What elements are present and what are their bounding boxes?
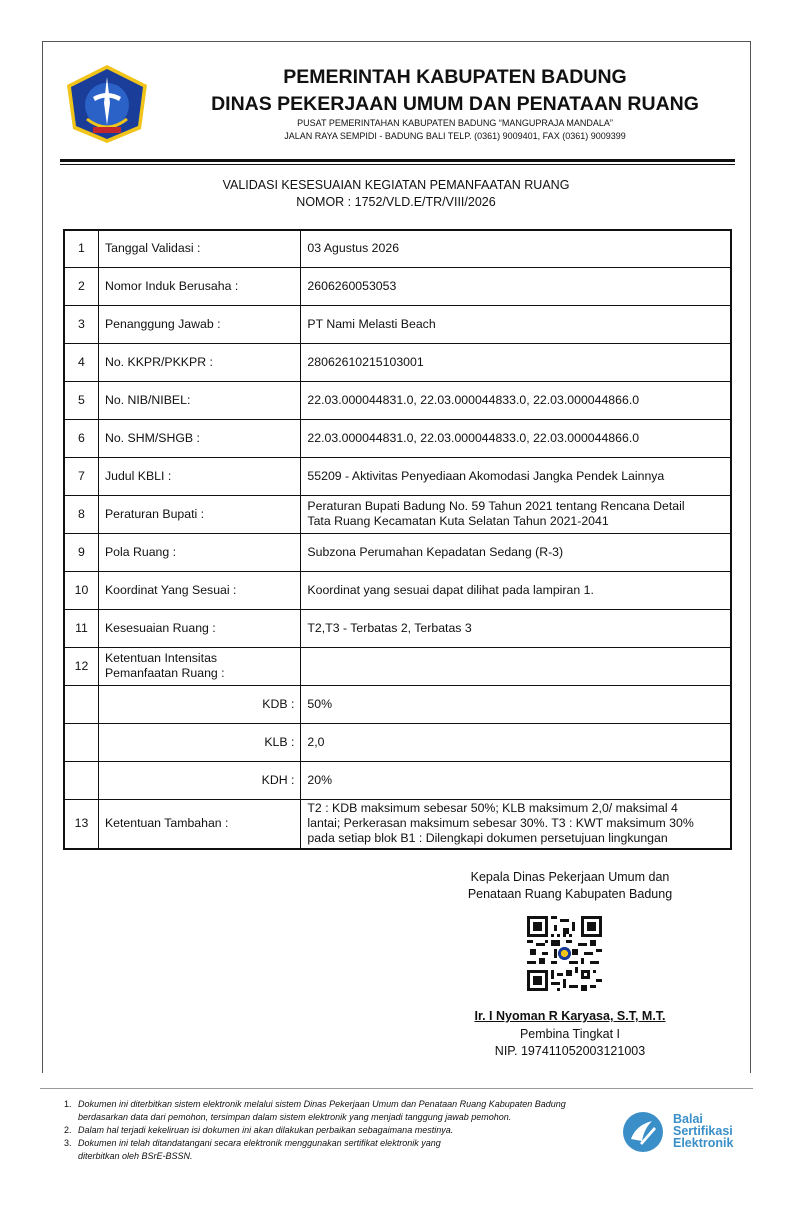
row-label-line: Pemanfaatan Ruang : [104,666,225,680]
signatory-position-line2: Penataan Ruang Kabupaten Badung [467,887,673,901]
row-label: KLB : [98,723,300,761]
footer-note-line: Dalam hal terjadi kekeliruan isi dokumen ini akan dilakukan perbaikan sebagaimana mestinya. [78,1125,454,1135]
row-label: No. KKPR/PKKPR : [98,343,300,381]
footer-note-line: berdasarkan data dari pemohon, tersimpan dalam sistem elektronik yang menjadi tanggung jawab pemohon. [78,1112,512,1122]
row-value [301,495,731,533]
table-row [64,343,731,381]
row-number: 10 [64,571,98,609]
table-row [64,761,731,799]
row-number: 1 [64,230,98,267]
row-value: Subzona Perumahan Kepadatan Sedang (R-3) [301,533,731,571]
row-value-line: T2 : KDB maksimum sebesar 50%; KLB maksimum 2,0/ maksimal 4 [307,801,678,816]
row-value-line: Tata Ruang Kecamatan Kuta Selatan Tahun 2021-2041 [307,514,609,528]
row-number [64,723,98,761]
footer-note [78,1124,638,1137]
row-label: Nomor Induk Berusaha : [98,267,300,305]
header-rule-thick [60,159,735,162]
signatory-nip: NIP. 197411052003121003 [494,1044,646,1058]
row-value: PT Nami Melasti Beach [301,305,731,343]
table-row [64,799,731,849]
row-label: No. NIB/NIBEL: [98,381,300,419]
bsre-line: Balai [673,1112,703,1126]
footer-divider [40,1088,753,1089]
bsre-line: Elektronik [673,1136,734,1150]
document-number: NOMOR : 1752/VLD.E/TR/VIII/2026 [296,195,496,209]
row-value: 22.03.000044831.0, 22.03.000044833.0, 22.03.000044866.0 [301,419,731,457]
bsre-logo-icon [622,1111,664,1153]
row-value-line: pada setiap blok B1 : Dilengkapi dokumen persetujuan lingkungan [307,831,668,846]
row-value: 2606260053053 [301,267,731,305]
qr-code [527,916,602,991]
table-row [64,495,731,533]
row-number: 12 [64,647,98,685]
badung-regency-logo [63,63,151,145]
footer-note [78,1137,638,1163]
signatory-rank: Pembina Tingkat I [519,1027,621,1041]
row-value: 55209 - Aktivitas Penyediaan Akomodasi Jangka Pendek Lainnya [301,457,731,495]
table-row [64,381,731,419]
row-value-line: Peraturan Bupati Badung No. 59 Tahun 2021 tentang Rencana Detail [307,499,685,513]
row-label: Tanggal Validasi : [98,230,300,267]
signatory-position-line1: Kepala Dinas Pekerjaan Umum dan [470,870,670,884]
row-label: Ketentuan Tambahan : [98,799,300,849]
footer-note-line: diterbitkan oleh BSrE-BSSN. [78,1151,193,1161]
table-row [64,571,731,609]
header-address2: JALAN RAYA SEMPIDI - BADUNG BALI TELP. (0361) 9009401, FAX (0361) 9009399 [284,131,626,141]
row-label: Peraturan Bupati : [98,495,300,533]
row-number: 11 [64,609,98,647]
document-title: VALIDASI KESESUAIAN KEGIATAN PEMANFAATAN RUANG [222,178,570,192]
row-label: No. SHM/SHGB : [98,419,300,457]
validation-table [63,229,732,850]
table-row [64,457,731,495]
table-row [64,533,731,571]
row-value: 03 Agustus 2026 [301,230,731,267]
row-number: 7 [64,457,98,495]
footer-note-line: Dokumen ini telah ditandatangani secara elektronik menggunakan sertifikat elektronik yang [78,1138,441,1148]
row-number: 13 [64,799,98,849]
row-label: Kesesuaian Ruang : [98,609,300,647]
header-line2: DINAS PEKERJAAN UMUM DAN PENATAAN RUANG [211,93,699,115]
row-label [98,647,300,685]
table-row [64,419,731,457]
row-label: Koordinat Yang Sesuai : [98,571,300,609]
row-value: Koordinat yang sesuai dapat dilihat pada lampiran 1. [301,571,731,609]
table-row [64,723,731,761]
row-number: 6 [64,419,98,457]
row-number: 8 [64,495,98,533]
row-label: KDH : [98,761,300,799]
row-value [301,647,731,685]
row-value: 50% [301,685,731,723]
table-row [64,305,731,343]
row-value: 2,0 [301,723,731,761]
table-row [64,647,731,685]
row-value: 20% [301,761,731,799]
row-number [64,685,98,723]
table-row [64,267,731,305]
row-value-line: lantai; Perkerasan maksimum sebesar 30%. T3 : KWT maksimum 30% [307,816,694,831]
row-number: 2 [64,267,98,305]
table-row [64,230,731,267]
row-value: 22.03.000044831.0, 22.03.000044833.0, 22.03.000044866.0 [301,381,731,419]
row-number: 3 [64,305,98,343]
row-number: 4 [64,343,98,381]
table-row [64,609,731,647]
footer-notes [64,1098,638,1163]
header-address1: PUSAT PEMERINTAHAN KABUPATEN BADUNG “MANGUPRAJA MANDALA” [297,118,613,128]
row-value [301,799,731,849]
bsre-wordmark [673,1113,733,1149]
row-label: Judul KBLI : [98,457,300,495]
bsre-line: Sertifikasi [673,1124,733,1138]
row-label: KDB : [98,685,300,723]
row-value: 28062610215103001 [301,343,731,381]
footer-note [78,1098,638,1124]
row-number: 5 [64,381,98,419]
row-label: Penanggung Jawab : [98,305,300,343]
row-value: T2,T3 - Terbatas 2, Terbatas 3 [301,609,731,647]
table-row [64,685,731,723]
signatory-name: Ir. I Nyoman R Karyasa, S.T, M.T. [474,1009,666,1023]
row-number: 9 [64,533,98,571]
row-label: Pola Ruang : [98,533,300,571]
row-label-line: Ketentuan Intensitas [104,651,218,665]
row-number [64,761,98,799]
footer-note-line: Dokumen ini diterbitkan sistem elektronik melalui sistem Dinas Pekerjaan Umum dan Penataan Ruang Kabupaten Badung [78,1099,566,1109]
header-rule-thin [60,164,735,165]
header-line1: PEMERINTAH KABUPATEN BADUNG [283,66,627,88]
